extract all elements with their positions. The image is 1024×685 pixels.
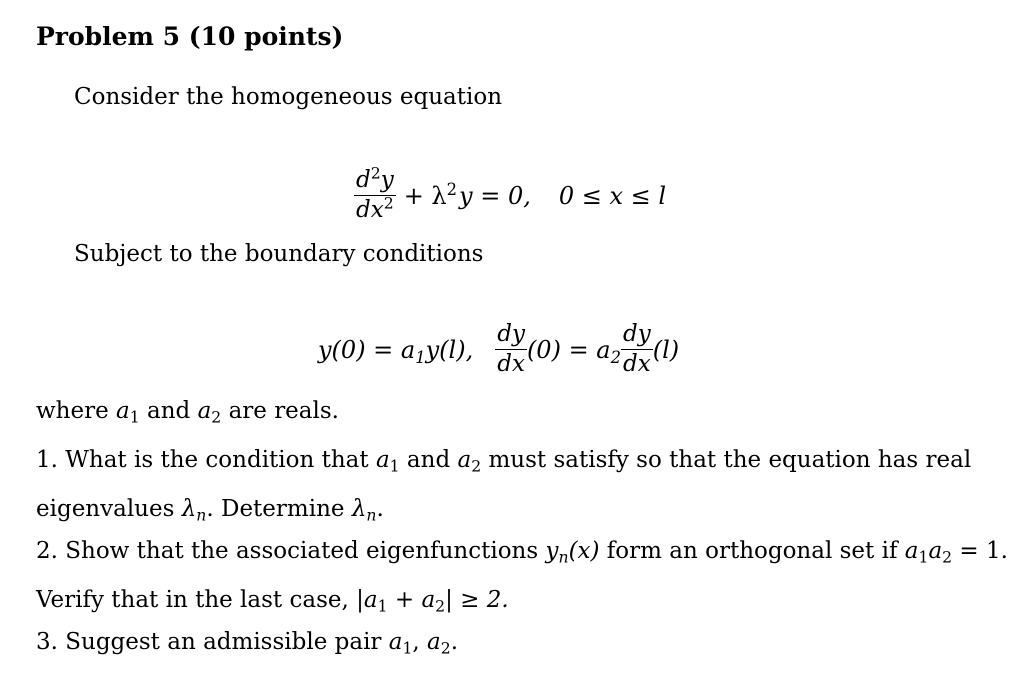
- frac-den-exp: 2: [383, 193, 394, 213]
- q1-line1: 1. What is the condition that $a_1$ and $a_2$ must satisfy so that the equation has real: [36, 447, 972, 476]
- q1-line2: eigenvalues $\lambda_n$. Determine $\lambda_n$.: [36, 496, 384, 525]
- eq-lambda-term: + $\lambda^2$: [403, 179, 458, 210]
- where-line: where $a_1$ and $a_2$ are reals.: [36, 398, 339, 427]
- eq-domain: 0 ≤ x ≤ l: [558, 181, 667, 210]
- bc-mid: $(0) = a_2$: [526, 335, 621, 367]
- q2-line2: Verify that in the last case, $|a_1 + a_2| \ge 2$.: [36, 587, 509, 616]
- frac-num-exp: 2: [370, 163, 381, 183]
- second-derivative-fraction: [354, 163, 396, 224]
- boundary-conditions: [318, 322, 679, 378]
- bc-intro-text: Subject to the boundary conditions: [74, 241, 484, 267]
- problem-title: Problem 5 (10 points): [36, 22, 344, 51]
- bc-end: (l): [652, 335, 680, 364]
- bc-deriv-fraction-2: $\frac{dy}{dx}$: [623, 321, 651, 378]
- intro-text: Consider the homogeneous equation: [74, 84, 503, 110]
- main-equation: [354, 163, 667, 224]
- bc-left: $y(0) = a_1y(l)$,: [318, 335, 474, 367]
- eq-tail: y = 0,: [459, 181, 531, 210]
- frac-num-var: y: [380, 167, 394, 193]
- frac-num-d: d: [356, 167, 371, 193]
- frac-den-var: dx: [356, 197, 384, 224]
- q2-line1: 2. Show that the associated eigenfunctions $y_n(x)$ form an orthogonal set if $a_1a_2 = 1$.: [36, 538, 1008, 567]
- bc-deriv-fraction-1: $\frac{dy}{dx}$: [497, 321, 525, 378]
- q3-line: 3. Suggest an admissible pair $a_1$, $a_2$.: [36, 629, 459, 658]
